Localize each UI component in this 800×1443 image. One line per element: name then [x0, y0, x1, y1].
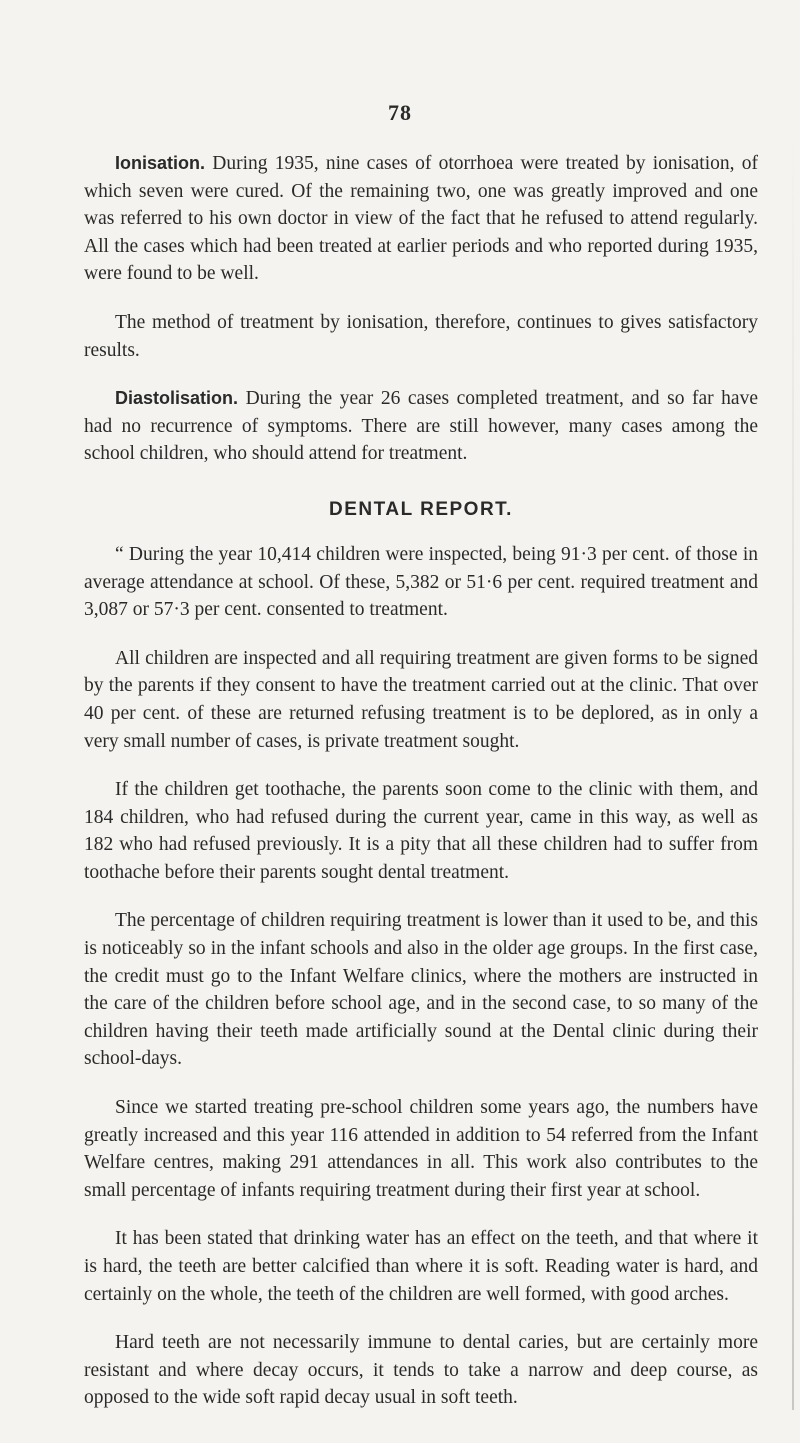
paragraph-ionisation [84, 150, 758, 288]
body-text [84, 150, 758, 1433]
section-heading: DENTAL REPORT. [329, 498, 513, 520]
paragraph-dental-inspection: “ During the year 10,414 children were inspected, being 91·3 per cent. of those in average attendance at school. Of these, 5,382 or 51·6 per cent. required treatment and 3,087 or 57·3 per cent. consented to treatment. [84, 543, 758, 621]
paragraph-ionisation-results [84, 309, 758, 364]
page-number: 78 [388, 100, 412, 125]
paragraph-dental-forms: All children are inspected and all requiring treatment are given forms to be signed by the parents if they consent to have the treatment carried out at the clinic. That over 40 per cent. of these are returned refusing treatment is to be deplored, as in only a very small number of cases, is private treatment sought. [84, 647, 758, 752]
paragraph-dental-percentage: The percentage of children requiring treatment is lower than it used to be, and this is noticeably so in the infant schools and also in the older age groups. In the first case, the credit must go to the Infant Welfare clinics, where the mothers are instructed in the care of the children before school age, and in the second case, to so many of the children having their teeth made artificially sound at the Dental clinic during their school-days. [84, 910, 758, 1070]
page-edge-shadow [792, 130, 794, 1410]
paragraph-lead-ionisation: Ionisation. [115, 153, 205, 173]
paragraph-dental-toothache: If the children get toothache, the parents soon come to the clinic with them, and 184 children, who had refused during the current year, came in this way, as well as 182 who had refused previously. It is a pity that all these children had to suffer from toothache before their parents sought dental treatment. [84, 779, 758, 883]
paragraph-diastolisation [84, 385, 758, 468]
paragraph-dental-water: It has been stated that drinking water has an effect on the teeth, and that where it is hard, the teeth are better calcified than where it is soft. Reading water is hard, and certainly on the whole, the teeth of the children are well formed, with good arches. [84, 1228, 758, 1305]
paragraph-text: During 1935, nine cases of otorrhoea were treated by ionisation, of which seven were cured. Of the remaining two, one was greatly improved and one was referred to his own doctor in view of the fact that he refused to attend regularly. All the cases which had been treated at earlier periods and who reported during 1935, were found to be well. [84, 153, 758, 285]
paragraph-dental-preschool: Since we started treating pre-school children some years ago, the numbers have greatly increased and this year 116 attended in addition to 54 referred from the Infant Welfare centres, making 291 attendances in all. This work also contributes to the small percentage of infants requiring treatment during their first year at school. [84, 1097, 758, 1201]
paragraph-text: During the year 26 cases completed treatment, and so far have had no recurrence of symptoms. There are still however, many cases among the school children, who should attend for treatment. [84, 388, 758, 465]
paragraph-lead-diastolisation: Diastolisation. [115, 388, 239, 409]
paragraph-dental-hard-teeth: Hard teeth are not necessarily immune to dental caries, but are certainly more resistant and where decay occurs, it tends to take a narrow and deep course, as opposed to the wide soft rapid decay usual in soft teeth. [84, 1332, 758, 1409]
paragraph-text: The method of treatment by ionisation, therefore, continues to gives satisfactory results. [84, 311, 758, 361]
